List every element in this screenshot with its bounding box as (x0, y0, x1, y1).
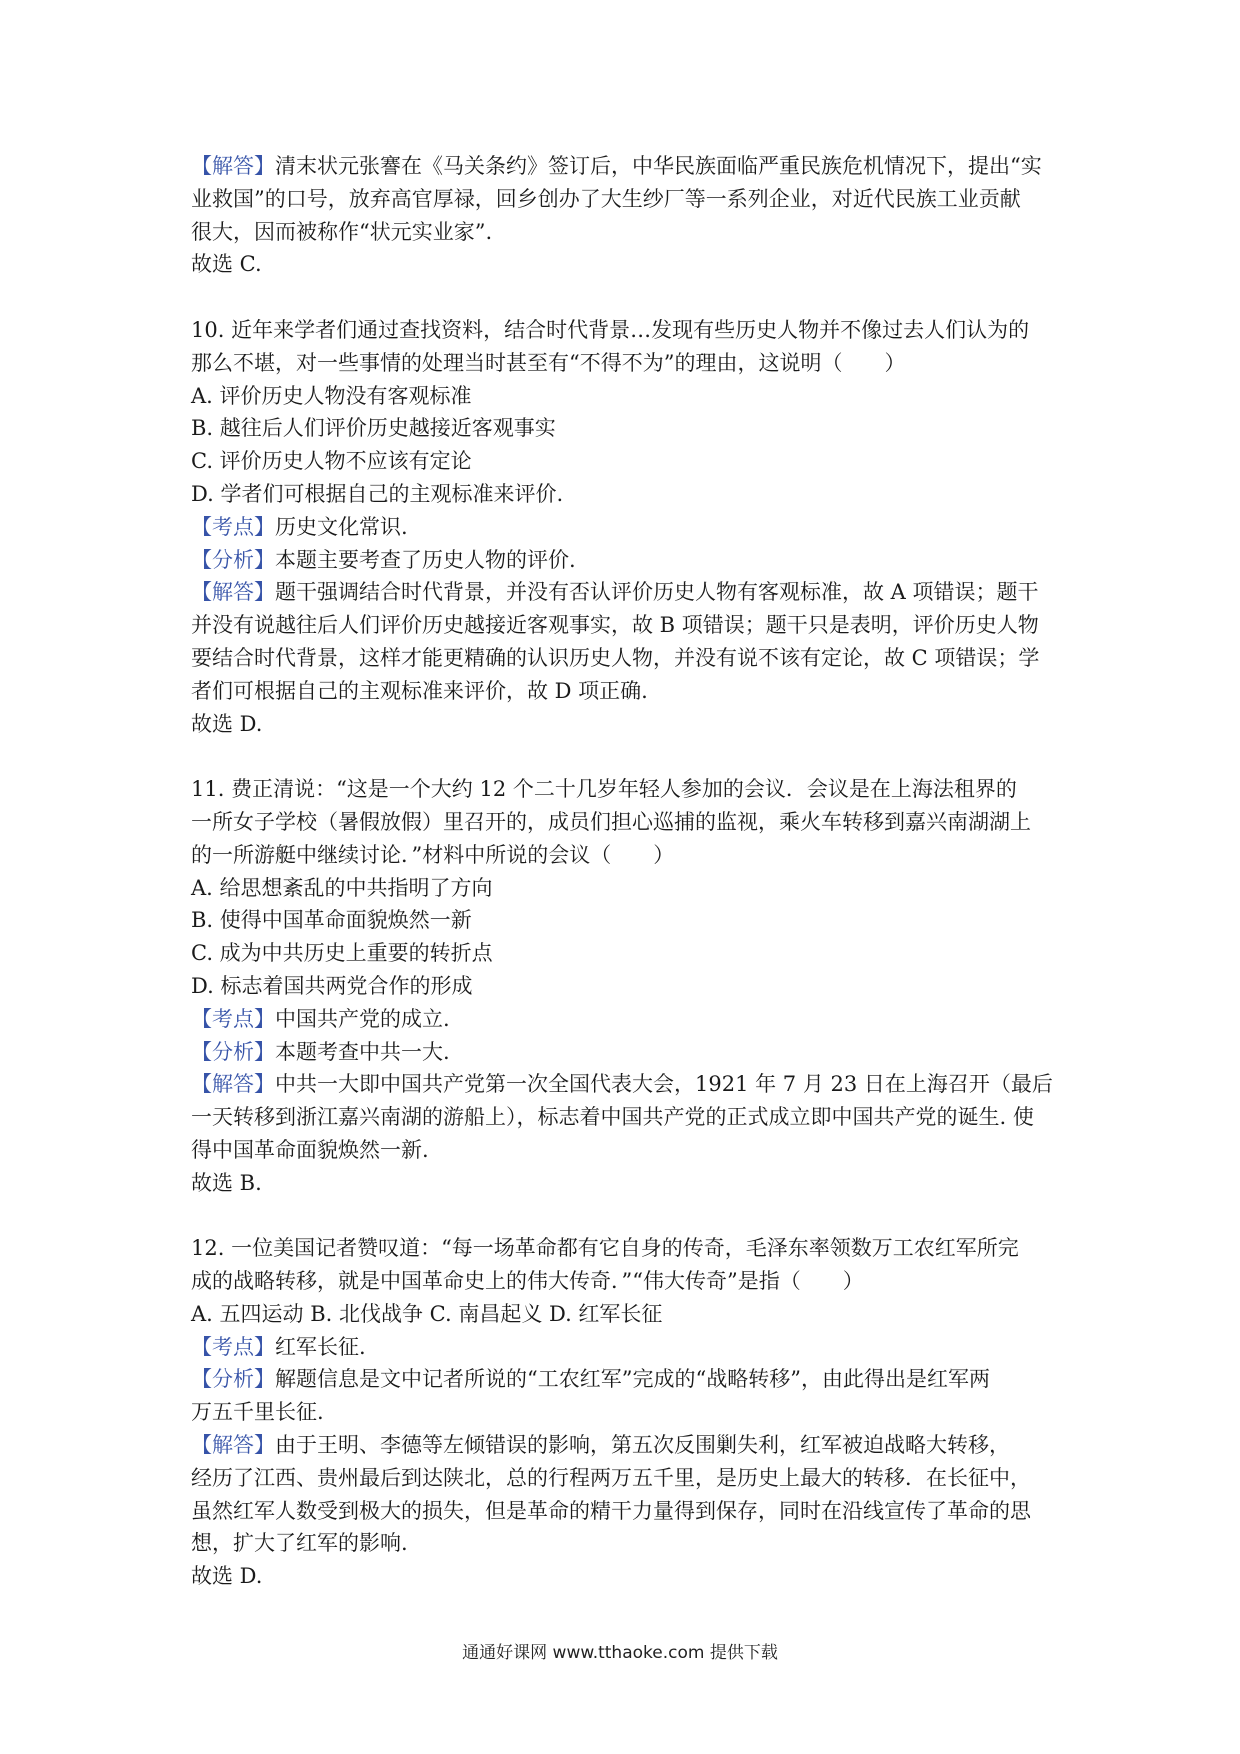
solution-line: 虽然红军人数受到极大的损失，但是革命的精干力量得到保存，同时在沿线宣传了革命的思 (191, 1498, 1031, 1523)
options-line: A. 五四运动 B. 北伐战争 C. 南昌起义 D. 红军长征 (191, 1301, 663, 1326)
question-stem: 10. 近年来学者们通过查找资料，结合时代背景…发现有些历史人物并不像过去人们认为的 (191, 317, 1030, 342)
question-12 (191, 1232, 1066, 1593)
solution-text: 题干强调结合时代背景，并没有否认评价历史人物有客观标准，故 A 项错误；题干 (275, 580, 1039, 605)
option-c: C. 成为中共历史上重要的转折点 (191, 941, 493, 966)
solution-text: 中共一大即中国共产党第一次全国代表大会，1921 年 7 月 23 日在上海召开（最后 (275, 1072, 1053, 1097)
solution-line (191, 576, 1066, 609)
kaodian-text: 中国共产党的成立. (275, 1006, 450, 1031)
option-b: B. 使得中国革命面貌焕然一新 (191, 908, 472, 933)
option-a: A. 评价历史人物没有客观标准 (191, 383, 472, 408)
answer-line: 故选 C. (191, 252, 262, 277)
question-stem: 成的战略转移，就是中国革命史上的伟大传奇．”“伟大传奇”是指（ ） (191, 1269, 864, 1294)
question-stem: 那么不堪，对一些事情的处理当时甚至有“不得不为”的理由，这说明（ ） (191, 350, 906, 375)
jieda-tag: 【解答】 (191, 1433, 275, 1458)
spacer (191, 740, 1066, 773)
solution-line (191, 150, 1066, 183)
page-footer: 通通好课网 www.tthaoke.com 提供下载 (462, 1643, 778, 1663)
jieda-tag: 【解答】 (191, 580, 275, 605)
kaodian-tag: 【考点】 (191, 514, 275, 539)
fenxi-tag: 【分析】 (191, 547, 275, 572)
question-10 (191, 314, 1066, 740)
solution-text: 清末状元张謇在《马关条约》签订后，中华民族面临严重民族危机情况下，提出“实 (275, 154, 1042, 178)
question-stem: 一所女子学校（暑假放假）里召开的，成员们担心巡捕的监视，乘火车转移到嘉兴南湖湖上 (191, 809, 1031, 834)
fenxi-tag: 【分析】 (191, 1367, 275, 1392)
fenxi-text: 解题信息是文中记者所说的“工农红军”完成的“战略转移”，由此得出是红军两 (275, 1367, 990, 1392)
spacer (191, 281, 1066, 314)
jieda-tag: 【解答】 (191, 154, 275, 178)
option-d: D. 标志着国共两党合作的形成 (191, 973, 473, 998)
kaodian-line (191, 1331, 1066, 1364)
fenxi-line (191, 1036, 1066, 1069)
fenxi-line: 万五千里长征. (191, 1400, 324, 1425)
kaodian-tag: 【考点】 (191, 1006, 275, 1031)
fenxi-tag: 【分析】 (191, 1039, 275, 1064)
answer-line: 故选 D. (191, 1564, 263, 1589)
kaodian-tag: 【考点】 (191, 1334, 275, 1359)
answer-line: 故选 D. (191, 711, 263, 736)
option-b: B. 越往后人们评价历史越接近客观事实 (191, 416, 556, 441)
solution-text: 由于王明、李德等左倾错误的影响，第五次反围剿失利，红军被迫战略大转移， (275, 1433, 1010, 1458)
kaodian-line (191, 1003, 1066, 1036)
solution-line: 并没有说越往后人们评价历史越接近客观事实，故 B 项错误；题干只是表明，评价历史人物 (191, 613, 1039, 638)
question-9-solution (191, 150, 1066, 281)
answer-line: 故选 B. (191, 1170, 262, 1195)
option-a: A. 给思想紊乱的中共指明了方向 (191, 875, 493, 900)
solution-line (191, 1429, 1066, 1462)
solution-line: 者们可根据自己的主观标准来评价，故 D 项正确. (191, 678, 648, 703)
kaodian-text: 历史文化常识. (275, 514, 408, 539)
fenxi-text: 本题主要考查了历史人物的评价. (275, 547, 576, 572)
solution-line: 很大，因而被称作“状元实业家”. (191, 219, 493, 244)
solution-line: 要结合时代背景，这样才能更精确的认识历史人物，并没有说不该有定论，故 C 项错误；学 (191, 645, 1040, 670)
solution-line: 想，扩大了红军的影响. (191, 1531, 408, 1556)
fenxi-line (191, 544, 1066, 577)
solution-line: 业救国”的口号，放弃高官厚禄，回乡创办了大生纱厂等一系列企业，对近代民族工业贡献 (191, 186, 1021, 211)
solution-line: 得中国革命面貌焕然一新. (191, 1137, 429, 1162)
option-d: D. 学者们可根据自己的主观标准来评价. (191, 481, 564, 506)
kaodian-text: 红军长征. (275, 1334, 366, 1359)
solution-line: 一天转移到浙江嘉兴南湖的游船上），标志着中国共产党的正式成立即中国共产党的诞生. 使 (191, 1105, 1034, 1130)
question-stem: 12. 一位美国记者赞叹道：“每一场革命都有它自身的传奇，毛泽东率领数万工农红军所完 (191, 1236, 1019, 1261)
option-c: C. 评价历史人物不应该有定论 (191, 449, 472, 474)
question-stem: 的一所游艇中继续讨论．”材料中所说的会议（ ） (191, 842, 675, 867)
question-stem: 11. 费正清说：“这是一个大约 12 个二十几岁年轻人参加的会议．会议是在上海法租界的 (191, 777, 1017, 802)
jieda-tag: 【解答】 (191, 1072, 275, 1097)
solution-line: 经历了江西、贵州最后到达陕北，总的行程两万五千里，是历史上最大的转移．在长征中， (191, 1465, 1031, 1490)
document-content (191, 150, 1066, 1593)
fenxi-text: 本题考查中共一大. (275, 1039, 450, 1064)
fenxi-line (191, 1363, 1066, 1396)
spacer (191, 1200, 1066, 1233)
solution-line (191, 1068, 1066, 1101)
kaodian-line (191, 511, 1066, 544)
question-11 (191, 773, 1066, 1199)
